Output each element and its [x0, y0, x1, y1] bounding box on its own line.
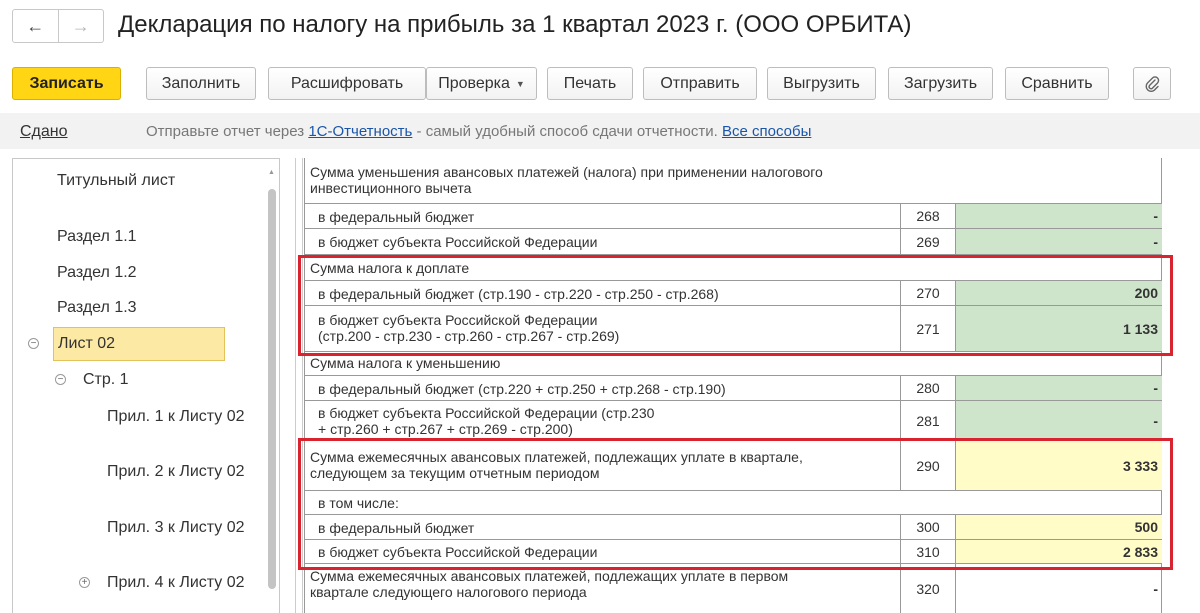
line-code: 271 [900, 306, 955, 351]
table-row [304, 352, 1162, 376]
tree-item-section-1-3[interactable]: Раздел 1.3 [57, 299, 137, 316]
print-button[interactable]: Печать [547, 67, 633, 100]
import-button[interactable]: Загрузить [888, 67, 993, 100]
tree-item-appendix-3[interactable]: Прил. 3 к Листу 02 [107, 519, 245, 536]
row-label: в федеральный бюджет [318, 520, 475, 536]
value-cell[interactable]: 1 133 [955, 306, 1162, 351]
check-dropdown-button[interactable] [426, 67, 537, 100]
value-cell[interactable]: - [955, 229, 1162, 254]
scroll-up-arrow-icon[interactable]: ▲ [268, 169, 275, 176]
navigation-buttons [12, 9, 104, 43]
info-text-middle: - самый удобный способ сдачи отчетности. [412, 123, 722, 140]
row-label: в бюджет субъекта Российской Федерации [318, 234, 598, 250]
value-cell[interactable]: 3 333 [955, 441, 1162, 490]
attach-button[interactable] [1133, 67, 1171, 100]
value-cell[interactable]: 2 833 [955, 540, 1162, 563]
value-cell[interactable]: - [955, 204, 1162, 228]
value-cell[interactable]: - [955, 401, 1162, 440]
tree-item-section-1-2[interactable]: Раздел 1.2 [57, 264, 137, 281]
collapse-icon[interactable]: − [28, 338, 39, 349]
declaration-form [285, 158, 1200, 613]
table-row [304, 564, 1162, 613]
line-code: 280 [900, 376, 955, 400]
send-button[interactable]: Отправить [643, 67, 757, 100]
line-code: 320 [900, 564, 955, 613]
line-code: 290 [900, 441, 955, 490]
tree-scrollbar[interactable] [267, 159, 277, 613]
row-label: в федеральный бюджет (стр.220 + стр.250 + стр.268 - стр.190) [318, 381, 726, 397]
value-cell[interactable]: - [955, 376, 1162, 400]
value-cell[interactable]: - [955, 564, 1162, 613]
paperclip-icon [1144, 75, 1160, 93]
back-arrow-icon[interactable]: ← [26, 15, 45, 36]
toolbar [12, 67, 1192, 101]
table-row [304, 540, 1162, 564]
save-button[interactable]: Записать [12, 67, 121, 100]
table-row [304, 376, 1162, 401]
tree-item-appendix-1[interactable]: Прил. 1 к Листу 02 [107, 408, 245, 425]
fill-button[interactable]: Заполнить [146, 67, 256, 100]
export-button[interactable]: Выгрузить [767, 67, 876, 100]
line-code: 281 [900, 401, 955, 440]
tree-item-appendix-4[interactable]: Прил. 4 к Листу 02 [107, 574, 245, 591]
info-message [146, 123, 811, 140]
expand-icon[interactable]: + [79, 577, 90, 588]
report-sections-tree [12, 158, 280, 613]
table-row [304, 204, 1162, 229]
collapse-icon[interactable]: − [55, 374, 66, 385]
table-row [304, 401, 1162, 441]
table-row [304, 229, 1162, 255]
table-row [304, 281, 1162, 306]
row-label: Сумма ежемесячных авансовых платежей, подлежащих уплате в квартале, следующем за текущим отчетным периодом [310, 449, 803, 481]
table-row [304, 515, 1162, 540]
line-code: 300 [900, 515, 955, 539]
line-code: 310 [900, 540, 955, 563]
value-cell[interactable]: 500 [955, 515, 1162, 539]
tree-item-title-page[interactable]: Титульный лист [57, 172, 176, 189]
status-link[interactable]: Сдано [20, 123, 68, 140]
info-bar [0, 113, 1200, 149]
service-link[interactable]: 1С-Отчетность [308, 123, 413, 140]
line-code: 270 [900, 281, 955, 305]
row-label: Сумма ежемесячных авансовых платежей, подлежащих уплате в первом квартале следующего налогового периода [310, 568, 789, 600]
decode-button[interactable]: Расшифровать [268, 67, 426, 100]
tree-item-sheet-02[interactable]: Лист 02 [53, 327, 225, 361]
chevron-down-icon: ▼ [515, 78, 525, 89]
form-margin [295, 158, 303, 613]
page-title: Декларация по налогу на прибыль за 1 квартал 2023 г. (ООО ОРБИТА) [118, 11, 912, 38]
row-label: Сумма уменьшения авансовых платежей (налога) при применении налогового инвестиционного вычета [310, 164, 823, 196]
row-label: в бюджет субъекта Российской Федерации (стр.230 + стр.260 + стр.267 + стр.269 - стр.200) [318, 405, 655, 437]
table-row [304, 255, 1162, 281]
row-label: в федеральный бюджет (стр.190 - стр.220 - стр.250 - стр.268) [318, 286, 719, 302]
check-button-label: Проверка [438, 74, 510, 92]
table-row [304, 306, 1162, 352]
row-label: Сумма налога к доплате [310, 260, 470, 276]
tree-item-section-1-1[interactable]: Раздел 1.1 [57, 228, 137, 245]
table-row [304, 441, 1162, 491]
line-code: 269 [900, 229, 955, 254]
compare-button[interactable]: Сравнить [1005, 67, 1109, 100]
info-text-before: Отправьте отчет через [146, 123, 309, 140]
row-label: Сумма налога к уменьшению [310, 355, 501, 371]
all-methods-link[interactable]: Все способы [721, 123, 812, 140]
row-label: в федеральный бюджет [318, 209, 475, 225]
row-label: в том числе: [318, 495, 399, 511]
row-label: в бюджет субъекта Российской Федерации (стр.200 - стр.230 - стр.260 - стр.267 - стр.269) [318, 312, 620, 344]
forward-arrow-icon[interactable]: → [58, 10, 104, 42]
line-code: 268 [900, 204, 955, 228]
row-label: в бюджет субъекта Российской Федерации [318, 544, 598, 560]
tree-item-page-1[interactable]: Стр. 1 [83, 371, 129, 388]
table-row [304, 491, 1162, 515]
scroll-thumb[interactable] [268, 189, 276, 589]
tree-item-appendix-2[interactable]: Прил. 2 к Листу 02 [107, 463, 245, 480]
table-row [304, 158, 1162, 204]
value-cell[interactable]: 200 [955, 281, 1162, 305]
